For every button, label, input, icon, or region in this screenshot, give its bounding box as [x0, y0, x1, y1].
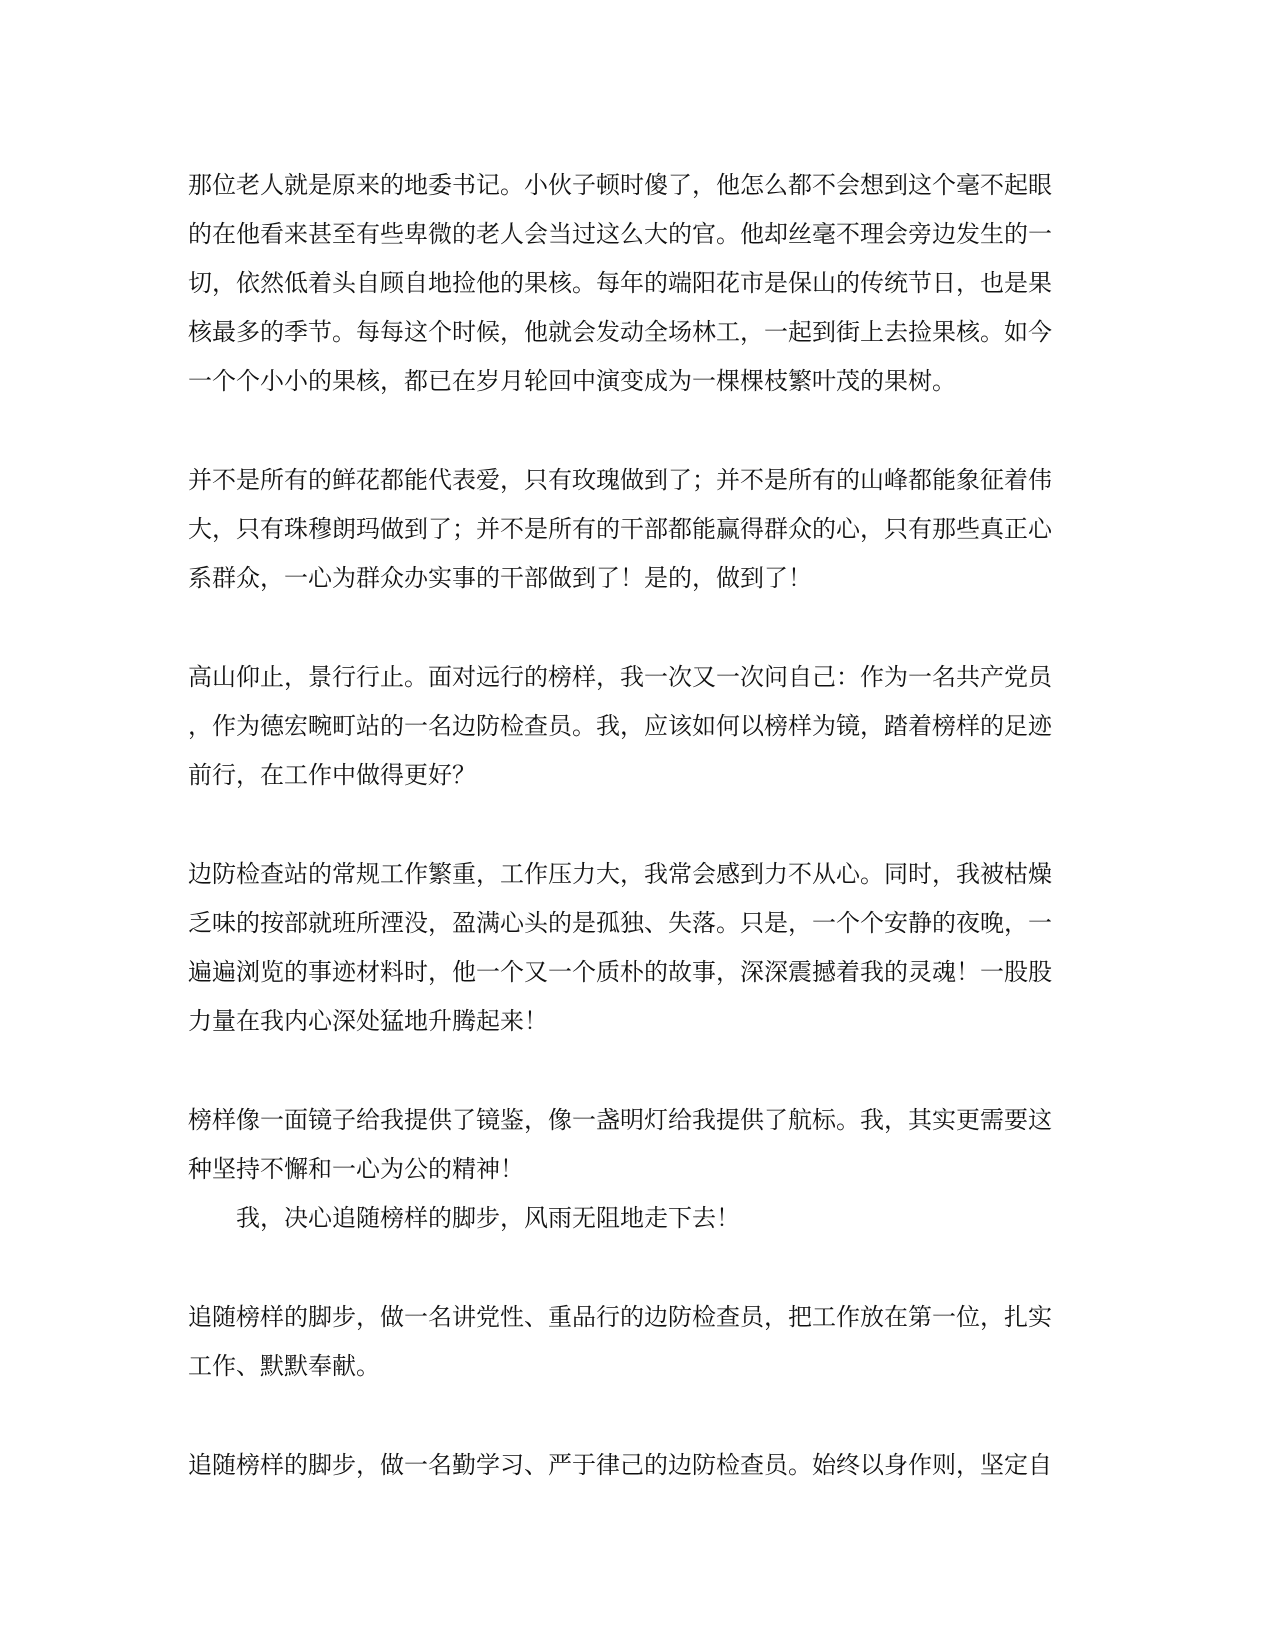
text-line: 种坚持不懈和一心为公的精神！ [188, 1155, 524, 1183]
paragraph-gap [188, 1391, 1088, 1441]
text-line: 边防检查站的常规工作繁重，工作压力大，我常会感到力不从心。同时，我被枯燥 [188, 860, 1052, 888]
text-line: 工作、默默奉献。 [188, 1352, 380, 1380]
text-line: 乏味的按部就班所湮没，盈满心头的是孤独、失落。只是，一个个安静的夜晚，一 [188, 909, 1052, 937]
text-line: 力量在我内心深处猛地升腾起来！ [188, 1007, 548, 1035]
paragraph-border-station [188, 850, 1088, 1046]
paragraph-follow-study [188, 1441, 1088, 1490]
text-line: 并不是所有的鲜花都能代表爱，只有玫瑰做到了；并不是所有的山峰都能象征着伟 [188, 466, 1052, 494]
text-line: 遍遍浏览的事迹材料时，他一个又一个质朴的故事，深深震撼着我的灵魂！一股股 [188, 958, 1052, 986]
paragraph-old-secretary [188, 161, 1088, 406]
text-line: 核最多的季节。每每这个时候，他就会发动全场林工，一起到街上去捡果核。如今 [188, 318, 1052, 346]
text-line: 追随榜样的脚步，做一名讲党性、重品行的边防检查员，把工作放在第一位，扎实 [188, 1303, 1052, 1331]
text-line-indented: 我，决心追随榜样的脚步，风雨无阻地走下去！ [236, 1204, 740, 1232]
paragraph-gap [188, 603, 1088, 653]
text-line: 的在他看来甚至有些卑微的老人会当过这么大的官。他却丝毫不理会旁边发生的一 [188, 220, 1052, 248]
text-line: 那位老人就是原来的地委书记。小伙子顿时傻了，他怎么都不会想到这个毫不起眼 [188, 171, 1052, 199]
text-line: ，作为德宏畹町站的一名边防检查员。我，应该如何以榜样为镜，踏着榜样的足迹 [188, 712, 1052, 740]
paragraph-high-mountain [188, 653, 1088, 800]
text-line: 高山仰止，景行行止。面对远行的榜样，我一次又一次问自己：作为一名共产党员 [188, 663, 1052, 691]
document-body [188, 161, 1088, 1490]
text-line: 追随榜样的脚步，做一名勤学习、严于律己的边防检查员。始终以身作则，坚定自 [188, 1451, 1052, 1479]
text-line: 榜样像一面镜子给我提供了镜鉴，像一盏明灯给我提供了航标。我，其实更需要这 [188, 1106, 1052, 1134]
text-line: 系群众，一心为群众办实事的干部做到了！是的，做到了！ [188, 564, 812, 592]
paragraph-gap [188, 800, 1088, 850]
paragraph-not-all-flowers [188, 456, 1088, 603]
text-line: 切，依然低着头自顾自地捡他的果核。每年的端阳花市是保山的传统节日，也是果 [188, 269, 1052, 297]
paragraph-follow-party [188, 1293, 1088, 1391]
text-line: 前行，在工作中做得更好？ [188, 761, 476, 789]
text-line: 一个个小小的果核，都已在岁月轮回中演变成为一棵棵枝繁叶茂的果树。 [188, 367, 956, 395]
paragraph-mirror [188, 1096, 1088, 1243]
paragraph-gap [188, 406, 1088, 456]
paragraph-gap [188, 1243, 1088, 1293]
paragraph-gap [188, 1046, 1088, 1096]
text-line: 大，只有珠穆朗玛做到了；并不是所有的干部都能赢得群众的心，只有那些真正心 [188, 515, 1052, 543]
